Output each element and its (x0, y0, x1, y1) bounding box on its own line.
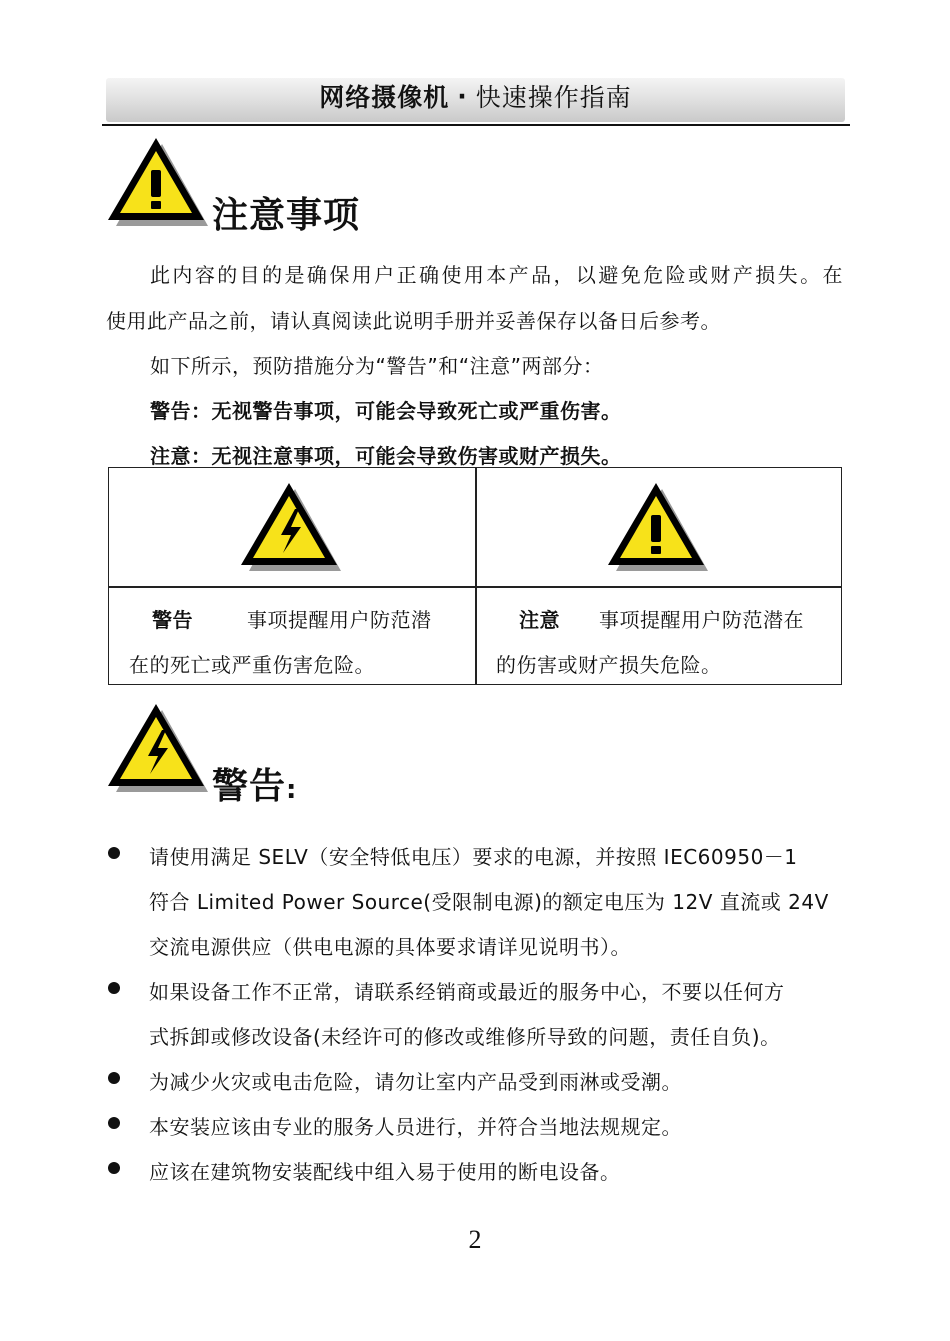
warning-item-4: 本安装应该由专业的服务人员进行，并符合当地法规规定。 (149, 1115, 682, 1139)
caution-desc-line-2: 的伤害或财产损失危险。 (496, 653, 722, 677)
electric-shock-warning-icon (106, 702, 210, 794)
intro-line-2: 使用此产品之前，请认真阅读此说明手册并妥善保存以备日后参考。 (106, 309, 721, 333)
intro-line-1: 此内容的目的是确保用户正确使用本产品，以避免危险或财产损失。在 (150, 263, 843, 287)
caution-definition: 注意：无视注意事项，可能会导致伤害或财产损失。 (150, 444, 622, 468)
warning-label: 警告 (152, 608, 193, 632)
warning-item-3: 为减少火灾或电击危险，请勿让室内产品受到雨淋或受潮。 (149, 1070, 682, 1094)
exclamation-warning-icon (606, 481, 710, 573)
electric-shock-warning-icon (239, 481, 343, 573)
symbol-table (108, 467, 842, 685)
warning-item-2-line-2: 式拆卸或修改设备(未经许可的修改或维修所导致的问题，责任自负)。 (149, 1025, 781, 1049)
warning-desc-line-1: 事项提醒用户防范潜 (247, 608, 432, 632)
header-title-sub: 快速操作指南 (475, 83, 632, 112)
warning-section-title-text: 警告 (212, 766, 287, 807)
warning-item-2-line-1: 如果设备工作不正常，请联系经销商或最近的服务中心，不要以任何方 (149, 980, 785, 1004)
bullet-point (108, 1072, 120, 1084)
warning-desc-line-2: 在的死亡或严重伤害危险。 (129, 653, 375, 677)
warning-section-title (212, 758, 297, 809)
caution-section-title: 注意事项 (212, 195, 361, 236)
warning-item-5: 应该在建筑物安装配线中组入易于使用的断电设备。 (149, 1160, 621, 1184)
header-title-main: 网络摄像机 (319, 83, 450, 112)
warning-item-1-line-1: 请使用满足 SELV（安全特低电压）要求的电源，并按照 IEC60950－1 (149, 845, 798, 869)
caution-desc-line-1: 事项提醒用户防范潜在 (599, 608, 804, 632)
warning-definition: 警告：无视警告事项，可能会导致死亡或严重伤害。 (150, 399, 622, 423)
bullet-point (108, 847, 120, 859)
exclamation-warning-icon (106, 136, 210, 228)
header-separator: · (457, 81, 468, 111)
caution-label: 注意 (519, 608, 560, 632)
table-divider-horizontal (109, 586, 841, 588)
warning-section-title-colon: : (286, 775, 298, 805)
page-number: 2 (468, 1225, 482, 1254)
page-header (106, 78, 845, 114)
precaution-split-text: 如下所示，预防措施分为“警告”和“注意”两部分： (150, 354, 604, 378)
table-divider-vertical (475, 468, 477, 684)
bullet-point (108, 1117, 120, 1129)
warning-item-1-line-2: 符合 Limited Power Source(受限制电源)的额定电压为 12V 直流或 24V (149, 890, 829, 914)
warning-item-1-line-3: 交流电源供应（供电电源的具体要求请详见说明书）。 (149, 935, 631, 959)
bullet-point (108, 982, 120, 994)
header-divider (102, 124, 850, 126)
bullet-point (108, 1162, 120, 1174)
